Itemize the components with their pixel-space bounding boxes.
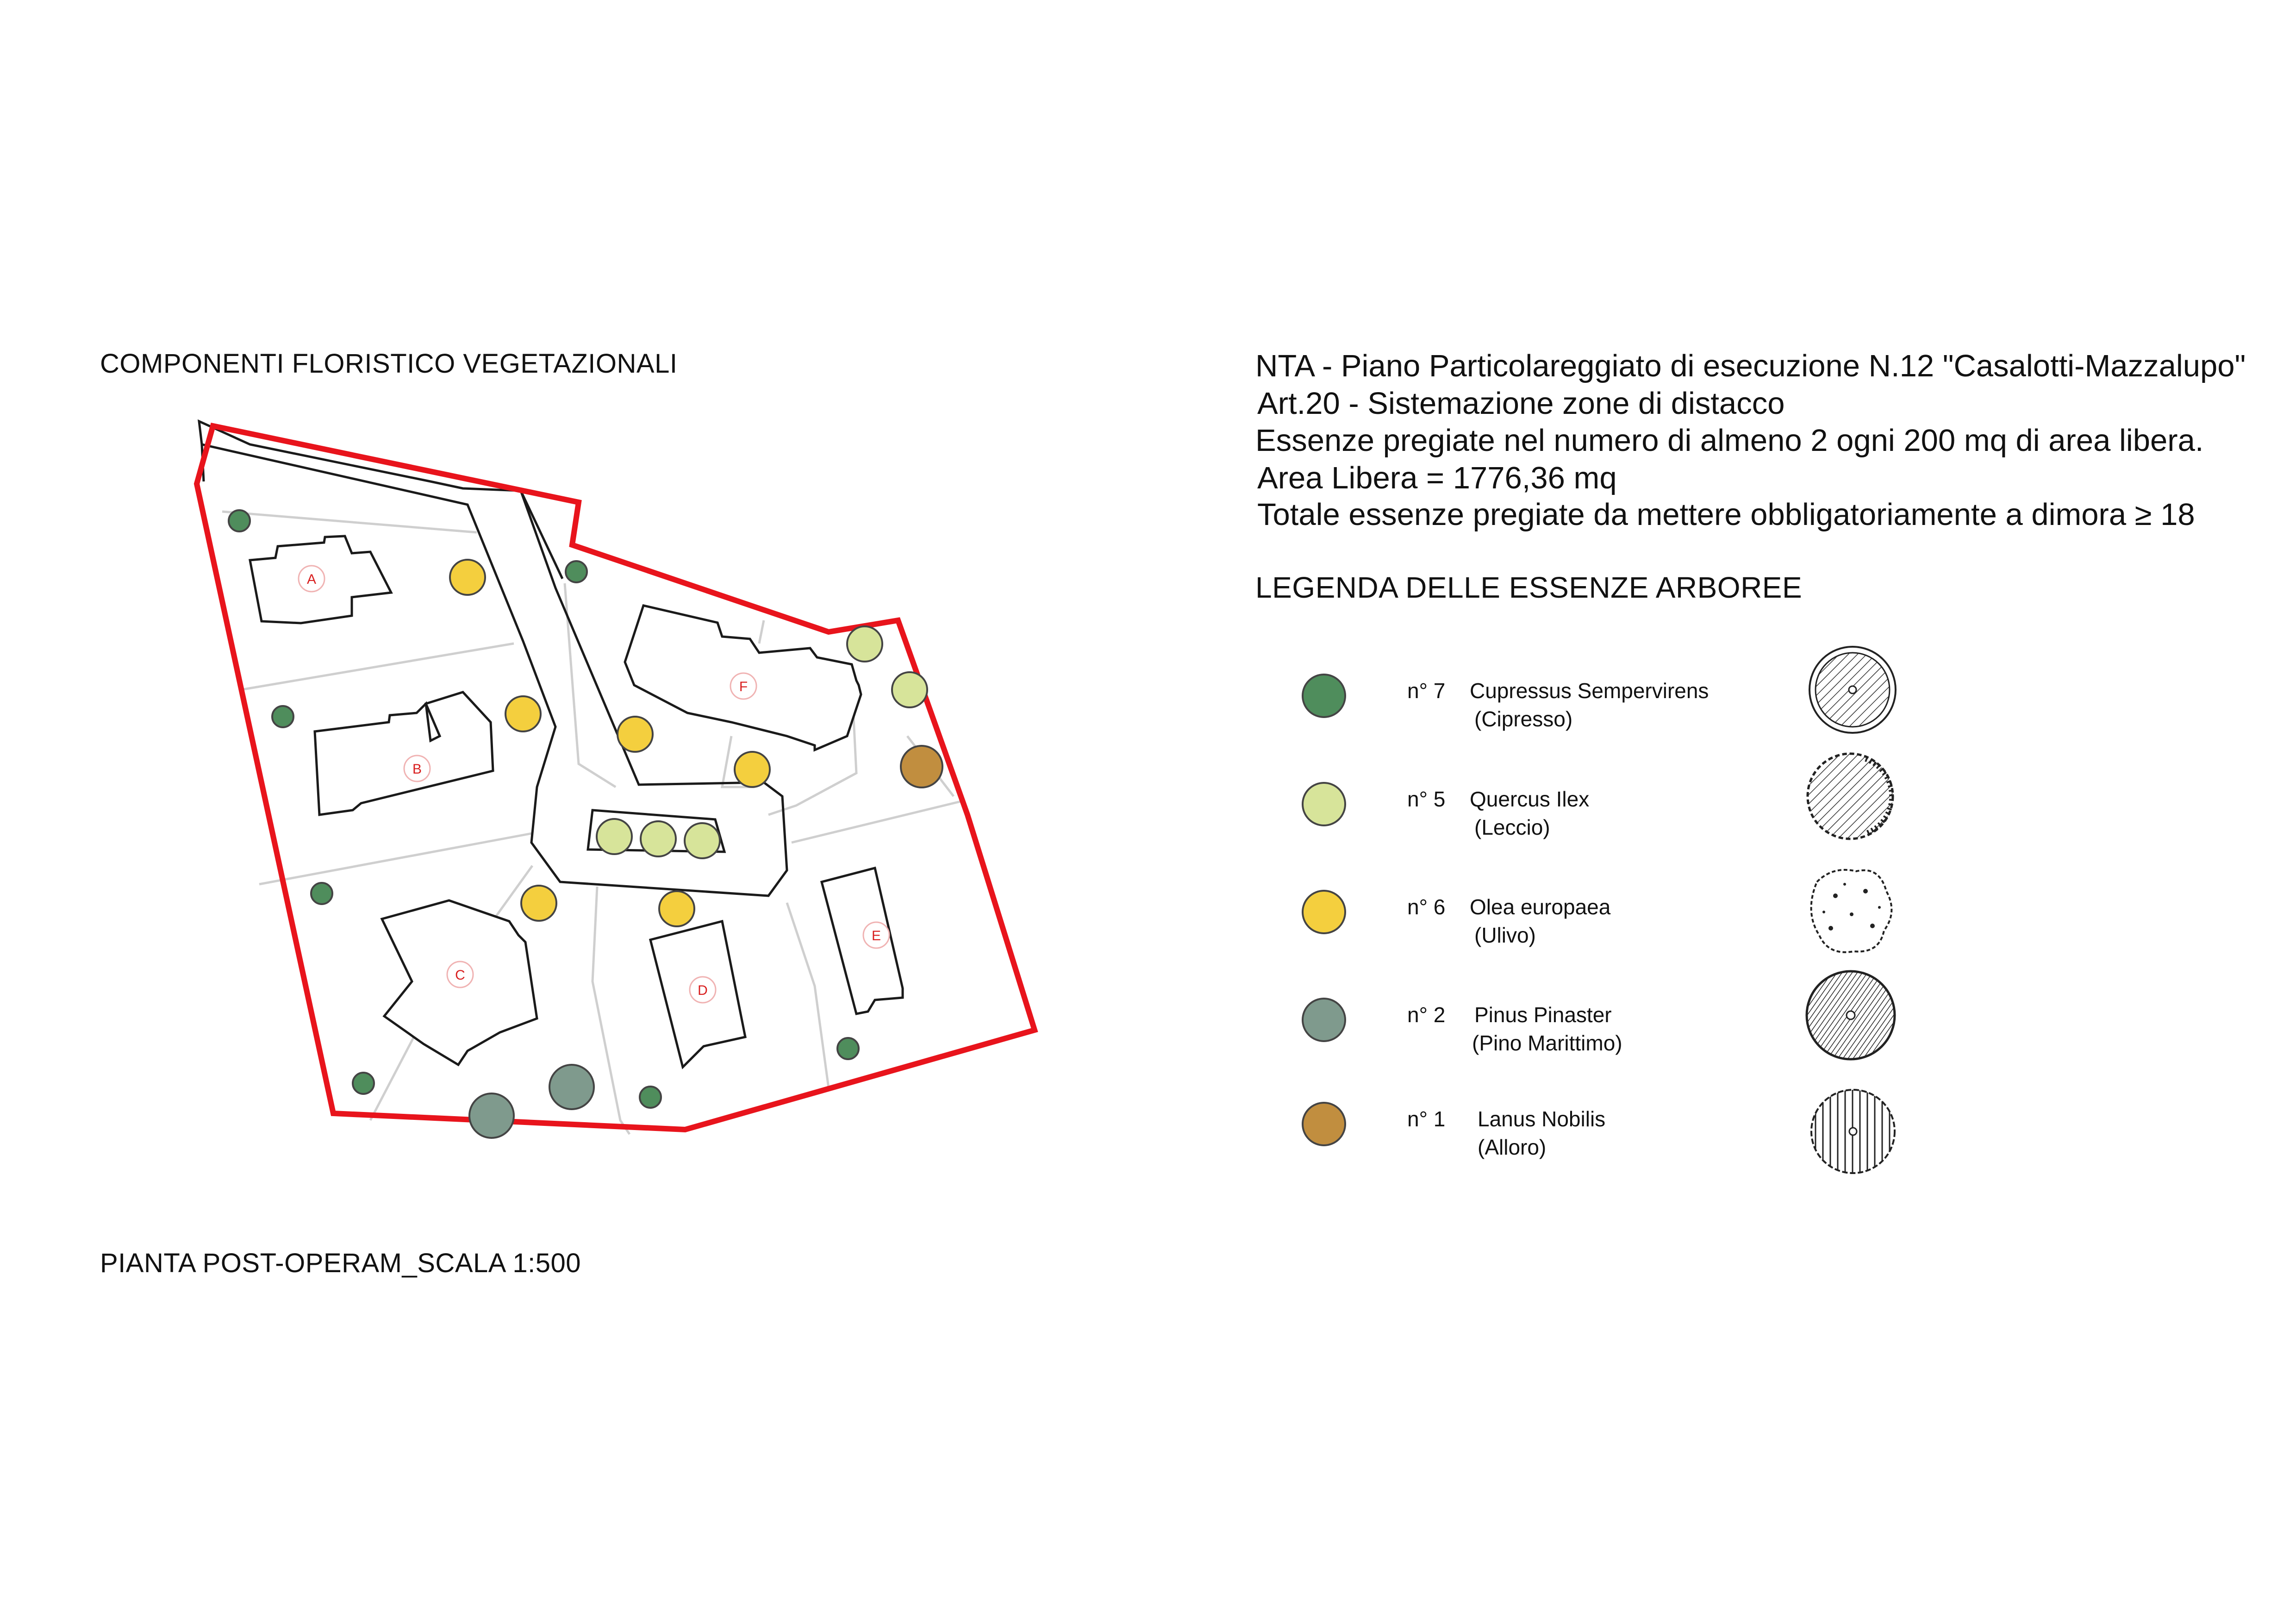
legend-count: n° 1 [1407,1107,1446,1131]
holm-oak-plan-icon [1808,754,1893,839]
legend-count: n° 7 [1407,679,1446,703]
tree-olive [735,752,770,787]
tree-olive [659,891,694,926]
building-label-e: E [871,928,881,943]
pine-plan-icon [1807,971,1895,1059]
legend-count: n° 6 [1407,895,1446,919]
nta-line-article: Art.20 - Sistemazione zone di distacco [1257,386,1785,421]
legend-species-name: Quercus Ilex [1470,787,1590,811]
tree-cypress [311,883,332,904]
building-f [625,606,861,750]
tree-cypress [640,1087,661,1108]
tree-holm-oak [892,672,927,707]
building-label-d: D [698,983,708,998]
tree-pine [549,1065,594,1109]
cypress-plan-icon [1809,647,1896,733]
building-label-a: A [306,572,317,587]
tree-holm-oak [685,823,720,858]
tree-laurel [901,746,942,787]
legend-swatch-olive [1303,891,1345,933]
building-a [250,536,391,623]
legend-swatch-pine [1303,999,1345,1041]
tree-cypress [353,1073,374,1094]
nta-line-title: NTA - Piano Particolareggiato di esecuzione N.12 "Casalotti-Mazzalupo" [1255,349,2246,383]
building-label-c: C [455,968,465,983]
legend-swatch-cypress [1303,675,1345,717]
tree-pine [469,1093,514,1138]
legend-count: n° 2 [1407,1003,1446,1027]
building-e [822,868,903,1014]
tree-olive [505,696,541,731]
legend-species-name: Pinus Pinaster [1474,1003,1612,1027]
building-label-f: F [739,679,748,694]
building-label-b: B [412,762,422,777]
tree-olive [450,560,485,595]
nta-line-free-area: Area Libera = 1776,36 mq [1257,461,1617,495]
nta-line-requirement: Essenze pregiate nel numero di almeno 2 ogni 200 mq di area libera. [1255,423,2204,458]
legend-common-name: (Pino Marittimo) [1472,1031,1622,1055]
building-b [315,692,493,815]
tree-cypress [837,1038,859,1059]
tree-holm-oak [641,821,676,856]
legend-swatch-laurel [1303,1103,1345,1145]
laurel-plan-icon [1811,1090,1895,1173]
legend-swatches [1303,675,1345,1145]
legend-count: n° 5 [1407,787,1446,811]
legend-common-name: (Cipresso) [1474,707,1573,731]
tree-olive [521,886,556,921]
legend-common-name: (Alloro) [1478,1135,1547,1159]
legend-common-name: (Leccio) [1474,815,1550,839]
tree-holm-oak [597,819,632,854]
plan-caption: PIANTA POST-OPERAM_SCALA 1:500 [100,1248,581,1278]
tree-olive [618,717,653,752]
legend-species-name: Cupressus Sempervirens [1470,679,1709,703]
legend-species-name: Lanus Nobilis [1478,1107,1606,1131]
tree-cypress [229,510,250,531]
tree-cypress [566,561,587,582]
plan-title: COMPONENTI FLORISTICO VEGETAZIONALI [100,349,678,379]
nta-line-total: Totale essenze pregiate da mettere obbligatoriamente a dimora ≥ 18 [1257,497,2195,532]
tree-holm-oak [847,626,882,662]
legend-species-name: Olea europaea [1470,895,1611,919]
legend-title: LEGENDA DELLE ESSENZE ARBOREE [1255,571,1803,604]
legend-common-name: (Ulivo) [1474,923,1536,947]
legend-swatch-holm-oak [1303,783,1345,825]
tree-cypress [272,706,293,727]
olive-plan-icon [1811,870,1892,952]
